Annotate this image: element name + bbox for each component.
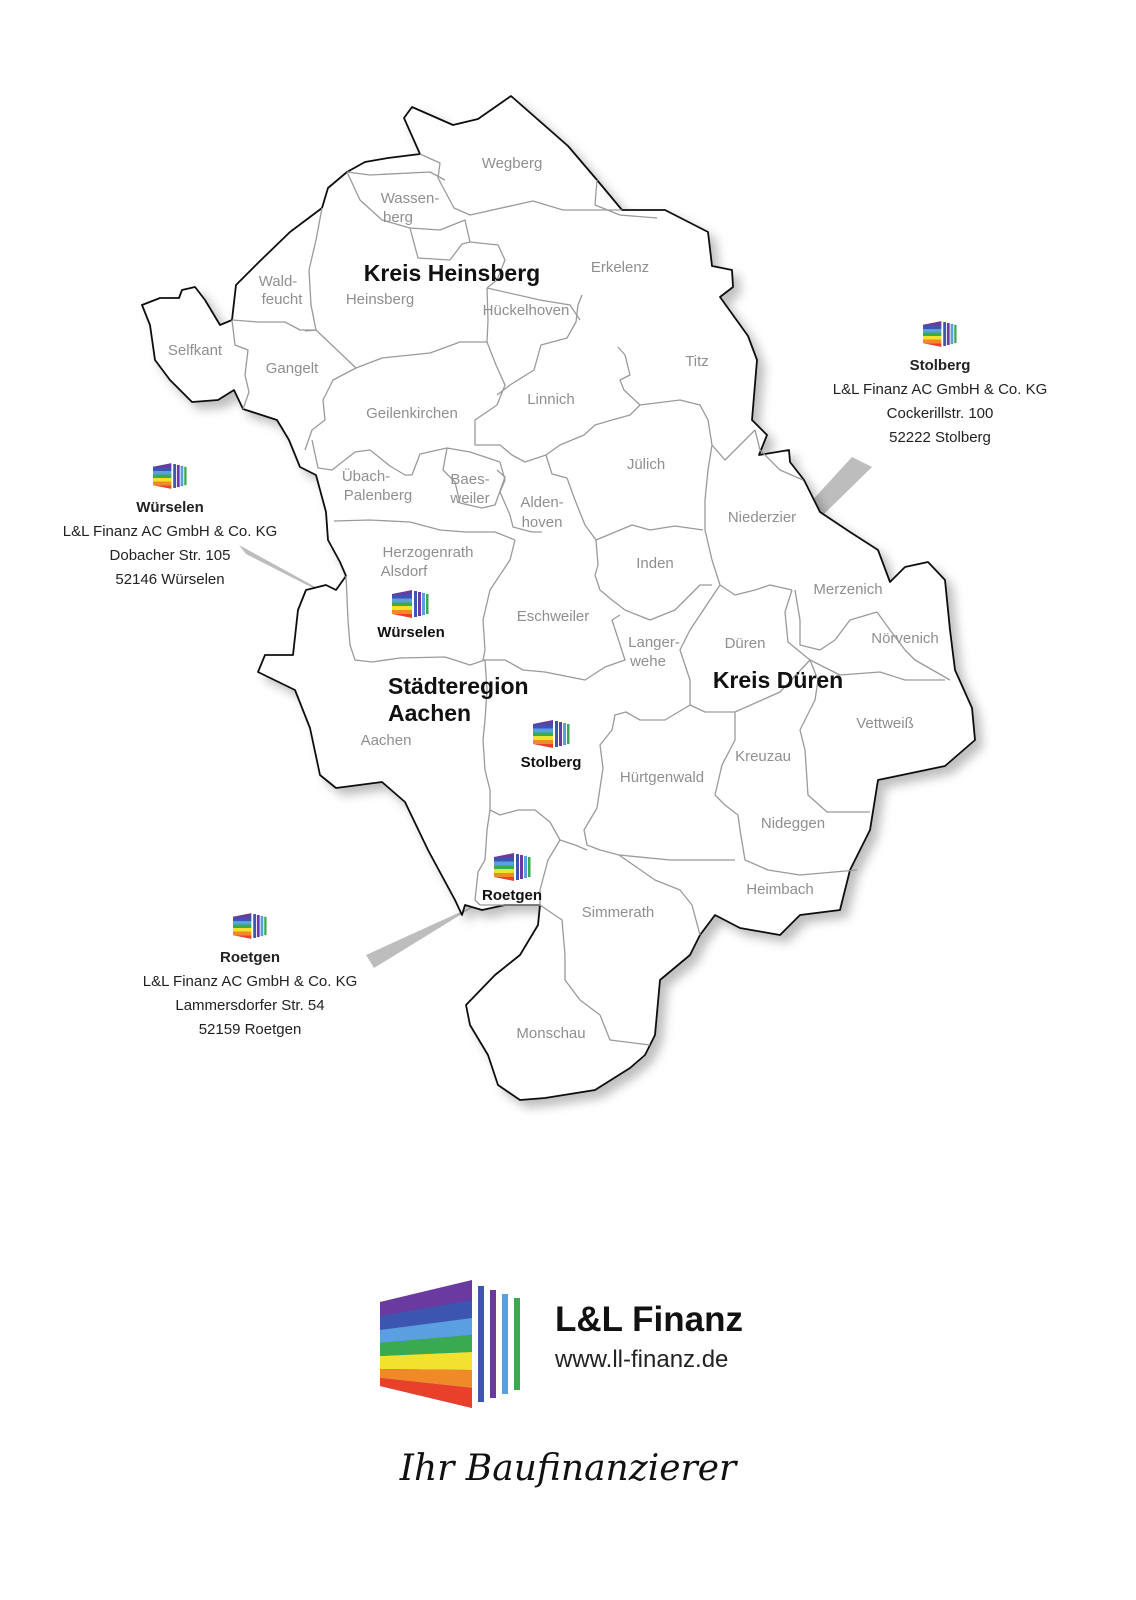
label-kreuzau: Kreuzau xyxy=(735,748,791,765)
logo-icon xyxy=(533,720,570,748)
label-merzenich: Merzenich xyxy=(813,581,883,598)
brand-url[interactable]: www.ll-finanz.de xyxy=(555,1346,729,1373)
label-hueckelhoven: Hückelhoven xyxy=(482,302,570,319)
label-huertgenwald: Hürtgenwald xyxy=(619,769,705,786)
district-heinsberg: Kreis Heinsberg xyxy=(363,260,541,286)
label-aachen: Aachen xyxy=(360,732,412,749)
logo-icon xyxy=(392,590,429,618)
office-stolberg xyxy=(800,320,1080,450)
office-street: Dobacher Str. 105 xyxy=(109,547,231,564)
label-eschweiler: Eschweiler xyxy=(516,608,590,625)
label-uebach-1: Übach- xyxy=(341,468,391,485)
label-waldfeucht-1: Wald- xyxy=(258,273,298,290)
label-wassenberg-1: Wassen- xyxy=(380,190,440,207)
label-monschau: Monschau xyxy=(516,1025,586,1042)
pin-label-stolberg: Stolberg xyxy=(520,754,582,771)
brand-block xyxy=(0,1280,1136,1410)
label-heimbach: Heimbach xyxy=(746,881,814,898)
label-uebach-2: Palenberg xyxy=(343,487,413,504)
brand-name: L&L Finanz xyxy=(555,1300,743,1339)
office-name: Roetgen xyxy=(220,949,280,966)
label-wegberg: Wegberg xyxy=(481,155,543,172)
pin-label-wuerselen: Würselen xyxy=(377,624,445,641)
label-selfkant: Selfkant xyxy=(167,342,223,359)
office-city: 52159 Roetgen xyxy=(198,1021,302,1038)
label-vettweiss: Vettweiß xyxy=(856,715,914,732)
district-aachen-line1: Städteregion xyxy=(388,673,529,699)
logo-icon xyxy=(923,320,957,348)
office-company: L&L Finanz AC GmbH & Co. KG xyxy=(62,523,278,540)
pin-label-roetgen: Roetgen xyxy=(482,887,542,904)
office-company: L&L Finanz AC GmbH & Co. KG xyxy=(142,973,358,990)
label-inden: Inden xyxy=(636,555,674,572)
label-titz: Titz xyxy=(685,353,709,370)
logo-icon xyxy=(153,462,187,490)
office-roetgen xyxy=(110,912,390,1042)
district-dueren: Kreis Düren xyxy=(712,667,844,693)
office-city: 52146 Würselen xyxy=(115,571,225,588)
label-gangelt: Gangelt xyxy=(265,360,319,377)
label-herzogenrath: Herzogenrath xyxy=(382,544,474,561)
label-noervenich: Nörvenich xyxy=(871,630,939,647)
label-baesweiler-2: weiler xyxy=(450,490,490,507)
office-name: Würselen xyxy=(136,499,204,516)
label-aldenhoven-1: Alden- xyxy=(520,494,564,511)
label-langerwehe-2: wehe xyxy=(630,653,666,670)
brand-logo-icon xyxy=(380,1280,530,1408)
tagline: Ihr Baufinanzierer xyxy=(399,1448,737,1489)
office-city: 52222 Stolberg xyxy=(889,429,991,446)
label-simmerath: Simmerath xyxy=(581,904,655,921)
label-nideggen: Nideggen xyxy=(760,815,826,832)
label-erkelenz: Erkelenz xyxy=(590,259,650,276)
label-geilenkirchen: Geilenkirchen xyxy=(366,405,458,422)
logo-icon xyxy=(494,853,531,881)
label-wassenberg-2: berg xyxy=(382,209,414,226)
label-linnich: Linnich xyxy=(527,391,575,408)
label-heinsberg: Heinsberg xyxy=(345,291,415,308)
label-juelich: Jülich xyxy=(626,456,666,473)
label-niederzier: Niederzier xyxy=(727,509,797,526)
office-street: Lammersdorfer Str. 54 xyxy=(175,997,325,1014)
label-aldenhoven-2: hoven xyxy=(521,514,563,531)
office-wuerselen xyxy=(30,462,310,592)
office-name: Stolberg xyxy=(909,357,971,374)
office-company: L&L Finanz AC GmbH & Co. KG xyxy=(832,381,1048,398)
label-dueren: Düren xyxy=(724,635,766,652)
logo-icon xyxy=(233,912,267,940)
label-langerwehe-1: Langer- xyxy=(628,634,680,651)
label-alsdorf: Alsdorf xyxy=(380,563,428,580)
district-aachen-line2: Aachen xyxy=(388,700,472,726)
label-baesweiler-1: Baes- xyxy=(450,471,490,488)
label-waldfeucht-2: feucht xyxy=(261,291,303,308)
office-street: Cockerillstr. 100 xyxy=(886,405,994,422)
